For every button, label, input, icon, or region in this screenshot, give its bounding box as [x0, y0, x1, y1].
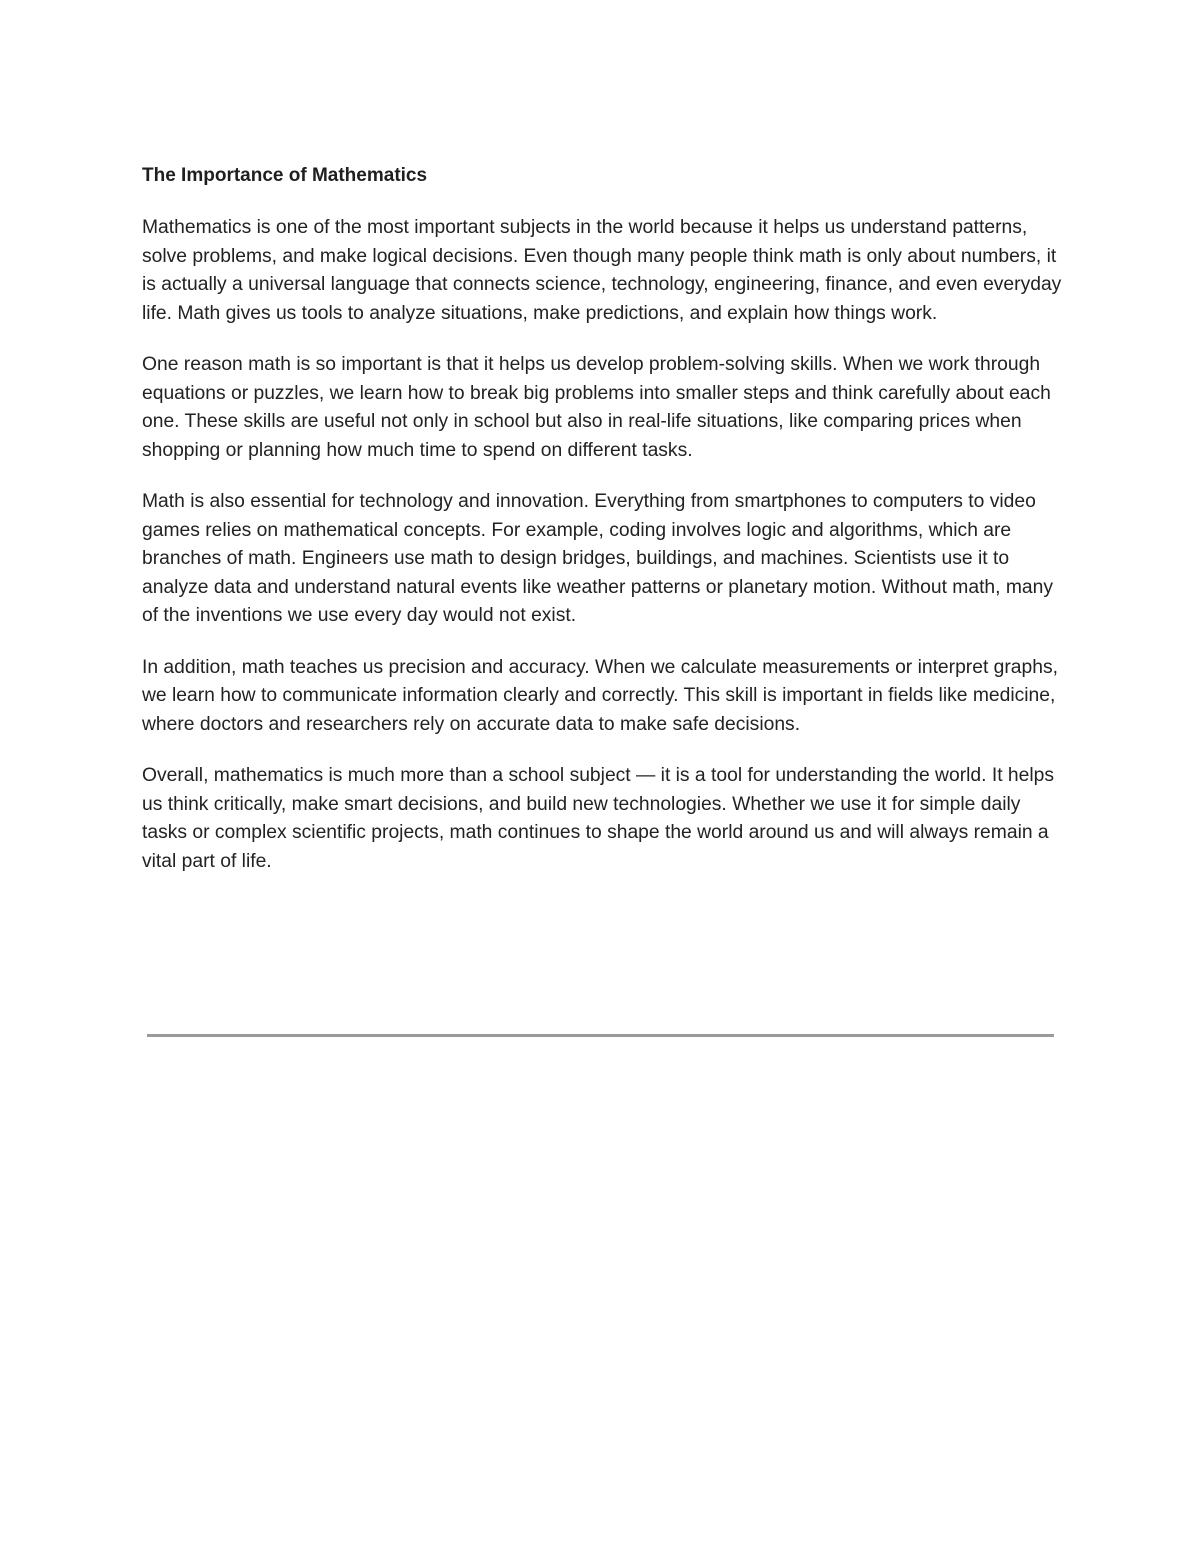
paragraph-problem-solving: One reason math is so important is that it helps us develop problem-solving skills. When we work through equations or puzzles, we learn how to break big problems into smaller steps and think carefully about each one. These skills are useful not only in school but also in real-life situations, like comparing prices when shopping or planning how much time to spend on different tasks. — [142, 354, 1051, 461]
document-title: The Importance of Mathematics — [142, 165, 428, 186]
paragraph-intro: Mathematics is one of the most important subjects in the world because it helps us understand patterns, solve problems, and make logical decisions. Even though many people think math is only about numbers, it is actually a universal language that connects science, technology, engineering, finance, and even everyday life. Math gives us tools to analyze situations, make predictions, and explain how things work. — [142, 217, 1062, 324]
paragraph-conclusion: Overall, mathematics is much more than a school subject — it is a tool for understanding the world. It helps us think critically, make smart decisions, and build new technologies. Whether we use it for simple daily tasks or complex scientific projects, math continues to shape the world around us and will always remain a vital part of life. — [142, 765, 1054, 872]
paragraph-technology: Math is also essential for technology and innovation. Everything from smartphones to computers to video games relies on mathematical concepts. For example, coding involves logic and algorithms, which are branches of math. Engineers use math to design bridges, buildings, and machines. Scientists use it to analyze data and understand natural events like weather patterns or planetary motion. Without math, many of the inventions we use every day would not exist. — [142, 491, 1054, 626]
horizontal-divider — [147, 1034, 1054, 1037]
document-body — [142, 162, 1062, 899]
paragraph-precision: In addition, math teaches us precision and accuracy. When we calculate measurements or interpret graphs, we learn how to communicate information clearly and correctly. This skill is important in fields like medicine, where doctors and researchers rely on accurate data to make safe decisions. — [142, 656, 1058, 735]
